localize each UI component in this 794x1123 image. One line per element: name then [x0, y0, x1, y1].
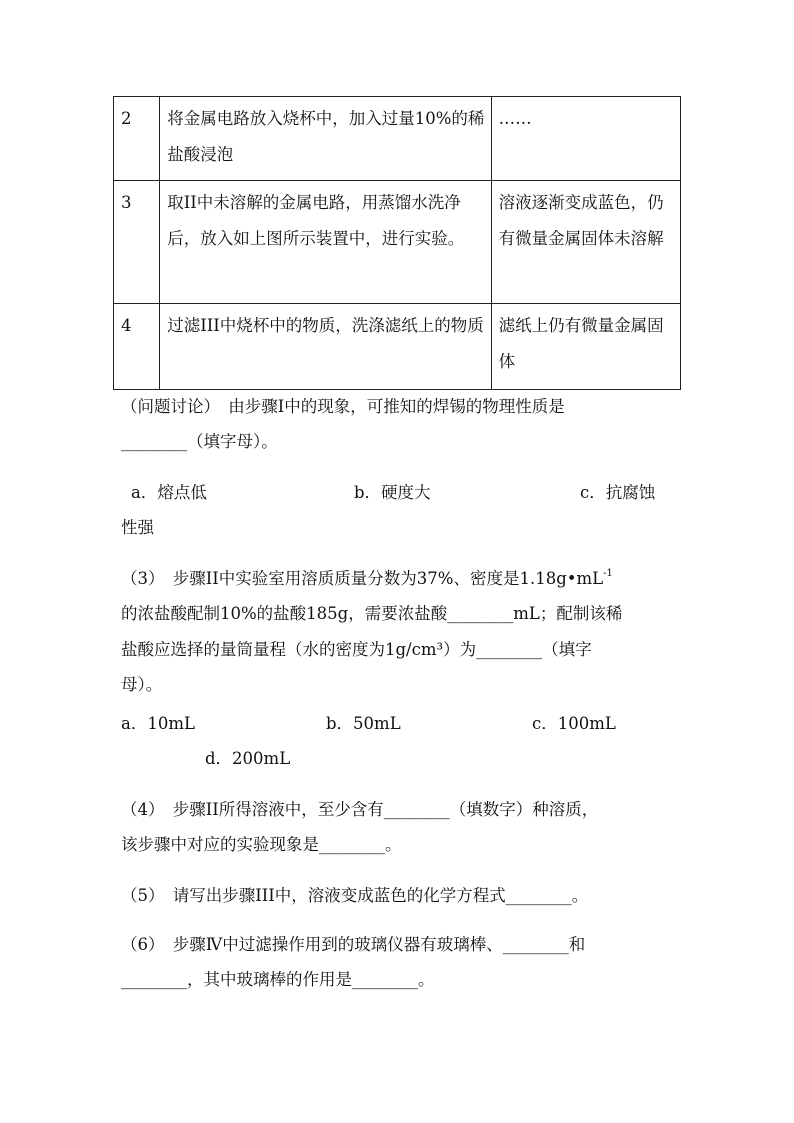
- option-b: b．硬度大: [354, 483, 431, 502]
- question-discussion-line-1: （问题讨论） 由步骤I中的现象，可推知的焊锡的物理性质是: [121, 397, 565, 416]
- question-4-line-1: （4） 步骤II所得溶液中，至少含有________（填数字）种溶质，: [121, 800, 599, 819]
- question-4-line-2: 该步骤中对应的实验现象是________。: [121, 835, 402, 854]
- option-a: a．10mL: [121, 714, 195, 733]
- option-c-continued: 性强: [121, 518, 154, 537]
- option-d: d．200mL: [205, 749, 291, 768]
- question-6-line-2: ________，其中玻璃棒的作用是________。: [121, 970, 435, 989]
- experiment-steps-table: [113, 96, 681, 390]
- option-c: c．100mL: [532, 714, 616, 733]
- question-3-line-2: 的浓盐酸配制10%的盐酸185g，需要浓盐酸________mL；配制该稀: [121, 604, 623, 623]
- question-3-text: （3） 步骤II中实验室用溶质质量分数为37%、密度是1.18g•mL: [121, 569, 604, 588]
- step-number: 4: [114, 304, 160, 390]
- step-operation: 取II中未溶解的金属电路，用蒸馏水洗净后，放入如上图所示装置中，进行实验。: [160, 181, 491, 304]
- step-number: 2: [114, 97, 160, 181]
- question-3-line-4: 母）。: [121, 675, 163, 694]
- option-b: b．50mL: [326, 714, 401, 733]
- question-5-line-1: （5） 请写出步骤III中，溶液变成蓝色的化学方程式________。: [121, 886, 589, 905]
- step-operation: 过滤III中烧杯中的物质，洗涤滤纸上的物质: [160, 304, 491, 390]
- option-c: c．抗腐蚀: [580, 483, 656, 502]
- table-row: [114, 97, 681, 181]
- step-phenomenon: ……: [491, 97, 680, 181]
- step-number: 3: [114, 181, 160, 304]
- question-discussion-line-2: ________（填字母）。: [121, 432, 278, 451]
- unit-exponent: -1: [603, 567, 613, 579]
- step-phenomenon: 溶液逐渐变成蓝色，仍有微量金属固体未溶解: [491, 181, 680, 304]
- question-6-line-1: （6） 步骤Ⅳ中过滤操作用到的玻璃仪器有玻璃棒、________和: [121, 935, 586, 954]
- step-operation: 将金属电路放入烧杯中，加入过量10%的稀盐酸浸泡: [160, 97, 491, 181]
- question-3-line-1: [121, 567, 681, 591]
- question-3-line-3: 盐酸应选择的量筒量程（水的密度为1g/cm³）为________（填字: [121, 640, 592, 659]
- option-a: a．熔点低: [131, 483, 207, 502]
- table-row: [114, 181, 681, 304]
- step-phenomenon: 滤纸上仍有微量金属固体: [491, 304, 680, 390]
- table-row: [114, 304, 681, 390]
